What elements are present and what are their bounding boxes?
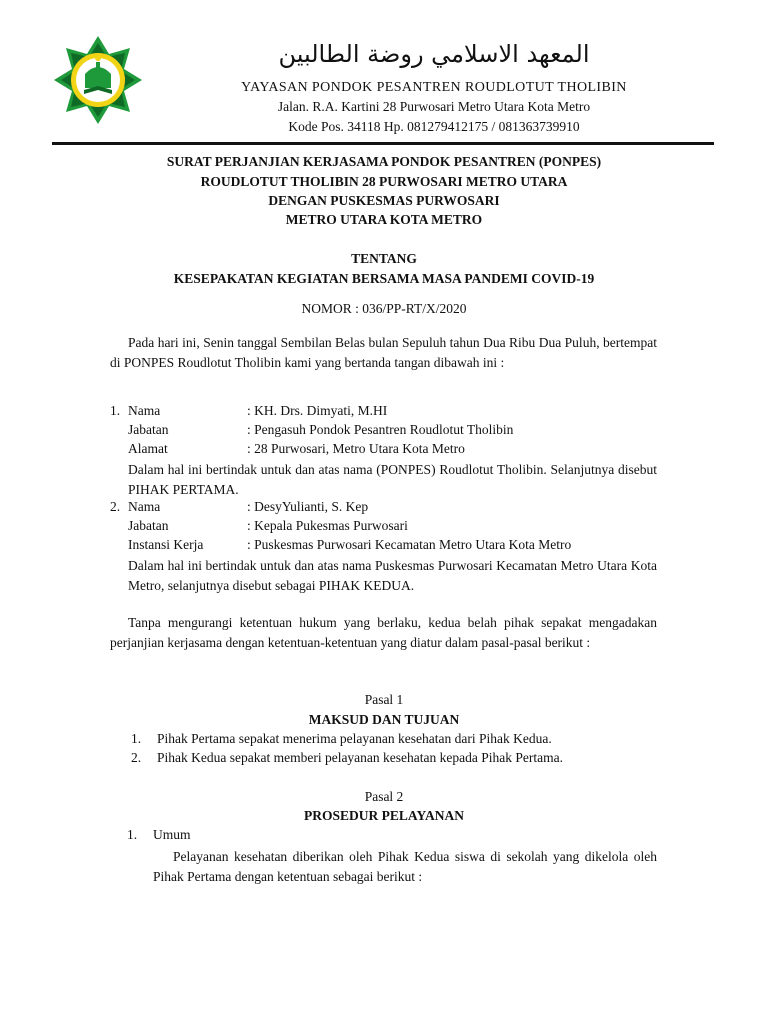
pasal-1-heading: MAKSUD DAN TUJUAN bbox=[308, 712, 460, 727]
pasal-2-item-1 bbox=[127, 827, 667, 843]
pasal-1-label: Pasal 1 bbox=[364, 692, 404, 707]
tentang-heading: TENTANG bbox=[351, 251, 417, 266]
party-2-name-row bbox=[110, 499, 657, 518]
party-1-name-label: Nama bbox=[128, 403, 161, 418]
party-2-name-label: Nama bbox=[128, 499, 161, 514]
pasal-1-item-2 bbox=[131, 750, 671, 766]
party-1-address-row bbox=[110, 441, 657, 460]
pasal-1-item-1-text: Pihak Pertama sepakat menerima pelayanan kesehatan dari Pihak Kedua. bbox=[157, 731, 552, 746]
foundation-address: Jalan. R.A. Kartini 28 Purwosari Metro Utara Kota Metro bbox=[277, 99, 591, 114]
party-2-position-value: : Kepala Pukesmas Purwosari bbox=[247, 518, 408, 533]
pasal-2-paragraph: Pelayanan kesehatan diberikan oleh Pihak Kedua siswa di sekolah yang dikelola oleh Pihak Pertama dengan ketentuan sebagai berikut : bbox=[153, 849, 657, 884]
party-1-position-label: Jabatan bbox=[128, 422, 169, 437]
title-line-3: DENGAN PUSKESMAS PURWOSARI bbox=[268, 193, 500, 208]
logo-emblem-icon bbox=[52, 34, 144, 126]
party-2-number: 2. bbox=[110, 499, 121, 514]
party-2-institution-value: : Puskesmas Purwosari Kecamatan Metro Utara Kota Metro bbox=[247, 537, 572, 552]
party-2-institution-label: Instansi Kerja bbox=[128, 537, 204, 552]
party-2-institution-row bbox=[110, 537, 657, 556]
foundation-name: YAYASAN PONDOK PESANTREN ROUDLOTUT THOLIBIN bbox=[241, 80, 627, 95]
party-2-description: Dalam hal ini bertindak untuk dan atas nama Puskesmas Purwosari Kecamatan Metro Utara Kota Metro, selanjutnya disebut sebagai PIHAK KEDUA. bbox=[128, 558, 657, 593]
agreement-subject: KESEPAKATAN KEGIATAN BERSAMA MASA PANDEMI COVID-19 bbox=[173, 271, 595, 286]
party-2-name-value: : DesyYulianti, S. Kep bbox=[247, 499, 369, 514]
title-line-2: ROUDLOTUT THOLIBIN 28 PURWOSARI METRO UTARA bbox=[200, 174, 568, 189]
pasal-2-heading: PROSEDUR PELAYANAN bbox=[304, 808, 464, 823]
party-1-number: 1. bbox=[110, 403, 121, 418]
party-1-address-label: Alamat bbox=[128, 441, 168, 456]
party-1-name-value: : KH. Drs. Dimyati, M.HI bbox=[247, 403, 388, 418]
pasal-2-label: Pasal 2 bbox=[364, 789, 404, 804]
title-line-1: SURAT PERJANJIAN KERJASAMA PONDOK PESANTREN (PONPES) bbox=[166, 154, 602, 169]
party-1-description: Dalam hal ini bertindak untuk dan atas nama (PONPES) Roudlotut Tholibin. Selanjutnya disebut PIHAK PERTAMA. bbox=[128, 462, 657, 497]
party-2-position-row bbox=[110, 518, 657, 537]
pasal-1-item-2-number: 2. bbox=[131, 750, 142, 765]
title-line-4: METRO UTARA KOTA METRO bbox=[285, 212, 483, 227]
document-number: NOMOR : 036/PP-RT/X/2020 bbox=[301, 301, 467, 316]
arabic-institution-name: المعهد الاسلامي روضة الطالبين bbox=[278, 40, 590, 68]
pasal-1-item-2-text: Pihak Kedua sepakat memberi pelayanan kesehatan kepada Pihak Pertama. bbox=[157, 750, 563, 765]
party-1-name-row bbox=[110, 403, 657, 422]
foundation-contact: Kode Pos. 34118 Hp. 081279412175 / 081363739910 bbox=[288, 119, 580, 134]
agreement-intro-paragraph: Tanpa mengurangi ketentuan hukum yang berlaku, kedua belah pihak sepakat mengadakan perjanjian kerjasama dengan ketentuan-ketentuan yang diatur dalam pasal-pasal berikut : bbox=[110, 615, 657, 650]
party-1-address-value: : 28 Purwosari, Metro Utara Kota Metro bbox=[247, 441, 465, 456]
letterhead-divider bbox=[52, 142, 714, 145]
party-1-position-row bbox=[110, 422, 657, 441]
pasal-2-item-1-number: 1. bbox=[127, 827, 138, 842]
pesantren-logo bbox=[52, 34, 144, 126]
pasal-1-item-1-number: 1. bbox=[131, 731, 142, 746]
pasal-1-item-1 bbox=[131, 731, 671, 747]
opening-paragraph: Pada hari ini, Senin tanggal Sembilan Belas bulan Sepuluh tahun Dua Ribu Dua Puluh, bertempat di PONPES Roudlotut Tholibin kami yang bertanda tangan dibawah ini : bbox=[110, 335, 657, 370]
pasal-2-item-1-text: Umum bbox=[153, 827, 191, 842]
party-2-position-label: Jabatan bbox=[128, 518, 169, 533]
party-1-position-value: : Pengasuh Pondok Pesantren Roudlotut Tholibin bbox=[247, 422, 514, 437]
